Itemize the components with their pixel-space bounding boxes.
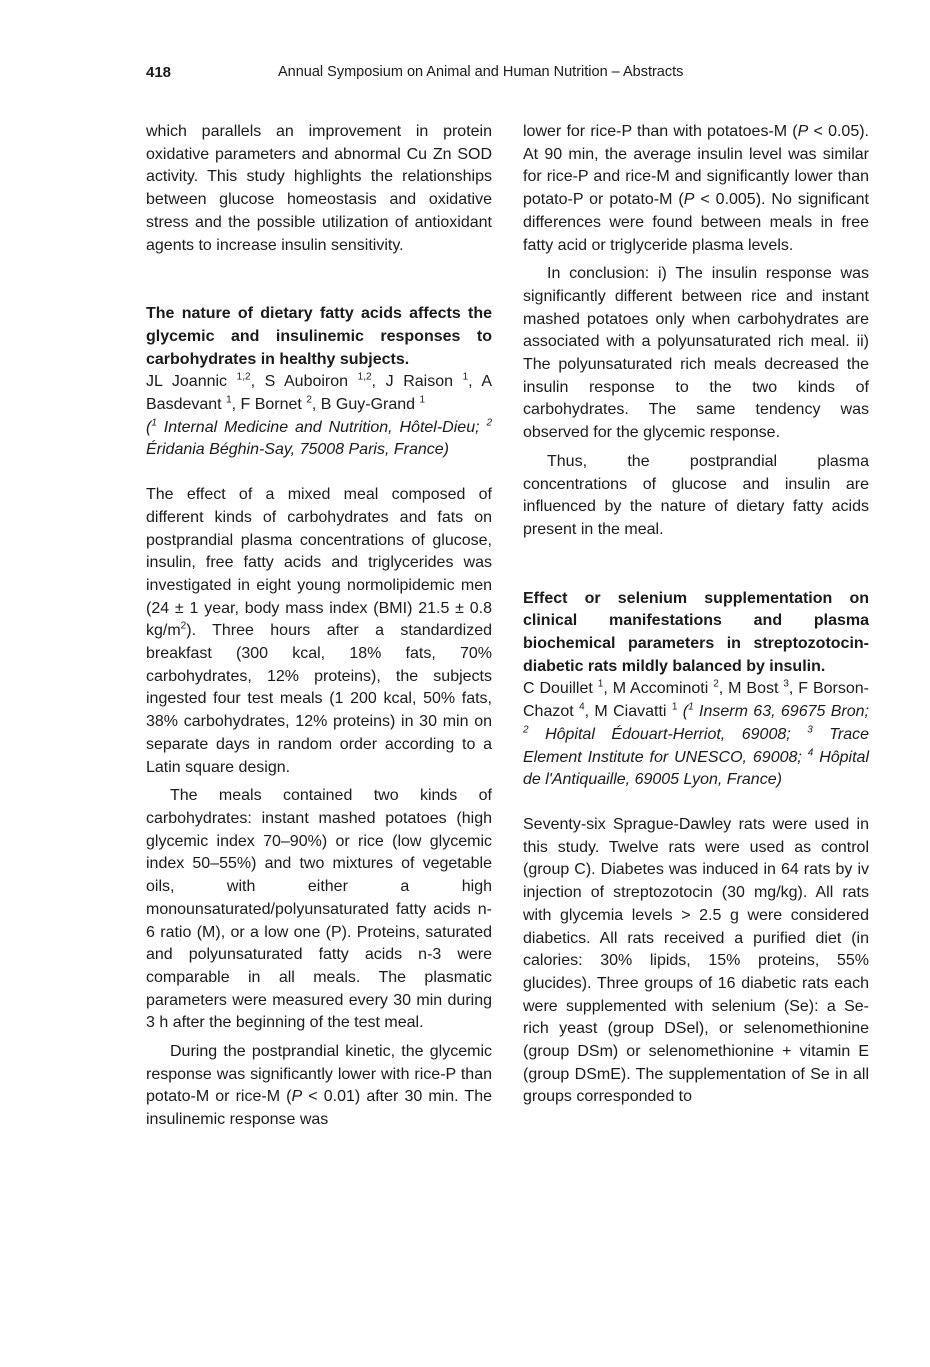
body-paragraph: Seventy-six Sprague-Dawley rats were used in this study. Twelve rats were used as control (group C). Diabetes was induced in 64 rats by iv injection of streptozotocin (30 mg/kg). All rats with glycemia levels > 2.5 g were considered diabetics. All rats received a purified diet (in calories: 30% lipids, 15% proteins, 55% glucides). Three groups of 16 diabetic rats each were supplemented with selenium (Se): a Se-rich yeast (group DSel), or selenomethionine (group DSm) or selenomethionine + vitamin E (group DSmE). The supplementation of Se in all groups corresponded to (523, 815, 869, 1106)
author-list: JL Joannic $^{1,2}$, S Auboiron $^{1,2}$, J Raison $^1$, A Basdevant $^1$, F Bornet $^2$, B Guy-Grand $^1$ (146, 372, 492, 414)
page-number: 418 (146, 64, 172, 81)
running-head: Annual Symposium on Animal and Human Nutrition – Abstracts (278, 64, 684, 80)
body-paragraph: The effect of a mixed meal composed of different kinds of carbohydrates and fats on postprandial plasma concentrations of glucose, insulin, free fatty acids and triglycerides was investigated in eight young normolipidemic men (24 ± 1 year, body mass index (BMI) 21.5 ± 0.8 $kg/m^2$). Three hours after a standardized breakfast (300 kcal, 18% fats, 70% carbohydrates, 12% proteins), the subjects ingested four test meals (1 200 kcal, 50% fats, 38% carbohydrates, 12% proteins) in 30 min on separate days in random order according to a Latin square design. (146, 486, 492, 776)
conclusion-paragraph: In conclusion: i) The insulin response was significantly different between rice and instant mashed potatoes only when carbohydrates are associated with a polyunsaturated rich meal. ii) The polyunsaturated rich meals decreased the insulin response to the two kinds of carbohydrates. The same tendency was observed for the glycemic response. (523, 265, 869, 442)
abstract-dietary-fatty-acids (146, 303, 492, 1132)
abstract-title: Effect or selenium supplementation on clinical manifestations and plasma biochemical parameters in streptozotocin-diabetic rats mildly balanced by insulin. (523, 589, 869, 675)
abstract-selenium (523, 588, 869, 1109)
body-paragraph: Thus, the postprandial plasma concentrations of glucose and insulin are influenced by the nature of dietary fatty acids present in the meal. (523, 452, 869, 538)
abstract-title: The nature of dietary fatty acids affects the glycemic and insulinemic responses to carbohydrates in healthy subjects. (146, 305, 492, 368)
body-paragraph: The meals contained two kinds of carbohydrates: instant mashed potatoes (high glycemic index 70–90%) or rice (low glycemic index 50–55%) and two mixtures of vegetable oils, with either a high monounsaturated/polyunsaturated fatty acids n-6 ratio (M), or a low one (P). Proteins, saturated and polyunsaturated fatty acids n-3 were comparable in all meals. The plasmatic parameters were measured every 30 min during 3 h after the beginning of the test meal. (146, 787, 492, 1032)
abstract-body (523, 814, 869, 1109)
body-paragraph: lower for rice-P than with potatoes-M (P < 0.05). At 90 min, the average insulin level was similar for rice-P and rice-M and significantly lower than potato-P or potato-M (P < 0.005). No significant differences were found between meals in free fatty acid or triglyceride plasma levels. (523, 123, 869, 254)
abstract-body (146, 484, 492, 1132)
body-paragraph: During the postprandial kinetic, the glycemic response was significantly lower with rice-P than potato-M or rice-M (P < 0.01) after 30 min. The insulinemic response was (146, 1043, 492, 1129)
continuation-paragraph: which parallels an improvement in protein oxidative parameters and abnormal Cu Zn SOD activity. This study highlights the relationships between glucose homeostasis and oxidative stress and the possible utilization of antioxidant agents to increase insulin sensitivity. (146, 123, 492, 254)
left-column (146, 121, 492, 1132)
right-column (523, 121, 869, 1109)
author-affiliation-block: C Douillet $^1$, M Accominoti $^2$, M Bost $^3$, F Borson-Chazot $^4$, M Ciavatti $^1$ ($^1$ Inserm 63, 69675 Bron; $^2$ Hôpital Édouart-Herriot, 69008; $^3$ Trace Element Institute for UNESCO, 69008; $^4$ Hôpital de l'Antiquaille, 69005 Lyon, France) (523, 679, 870, 789)
page-header (146, 64, 866, 86)
affiliations: ($^1$ Internal Medicine and Nutrition, Hôtel-Dieu; $^2$ Éridania Béghin-Say, 75008 Paris, France) (146, 417, 492, 459)
